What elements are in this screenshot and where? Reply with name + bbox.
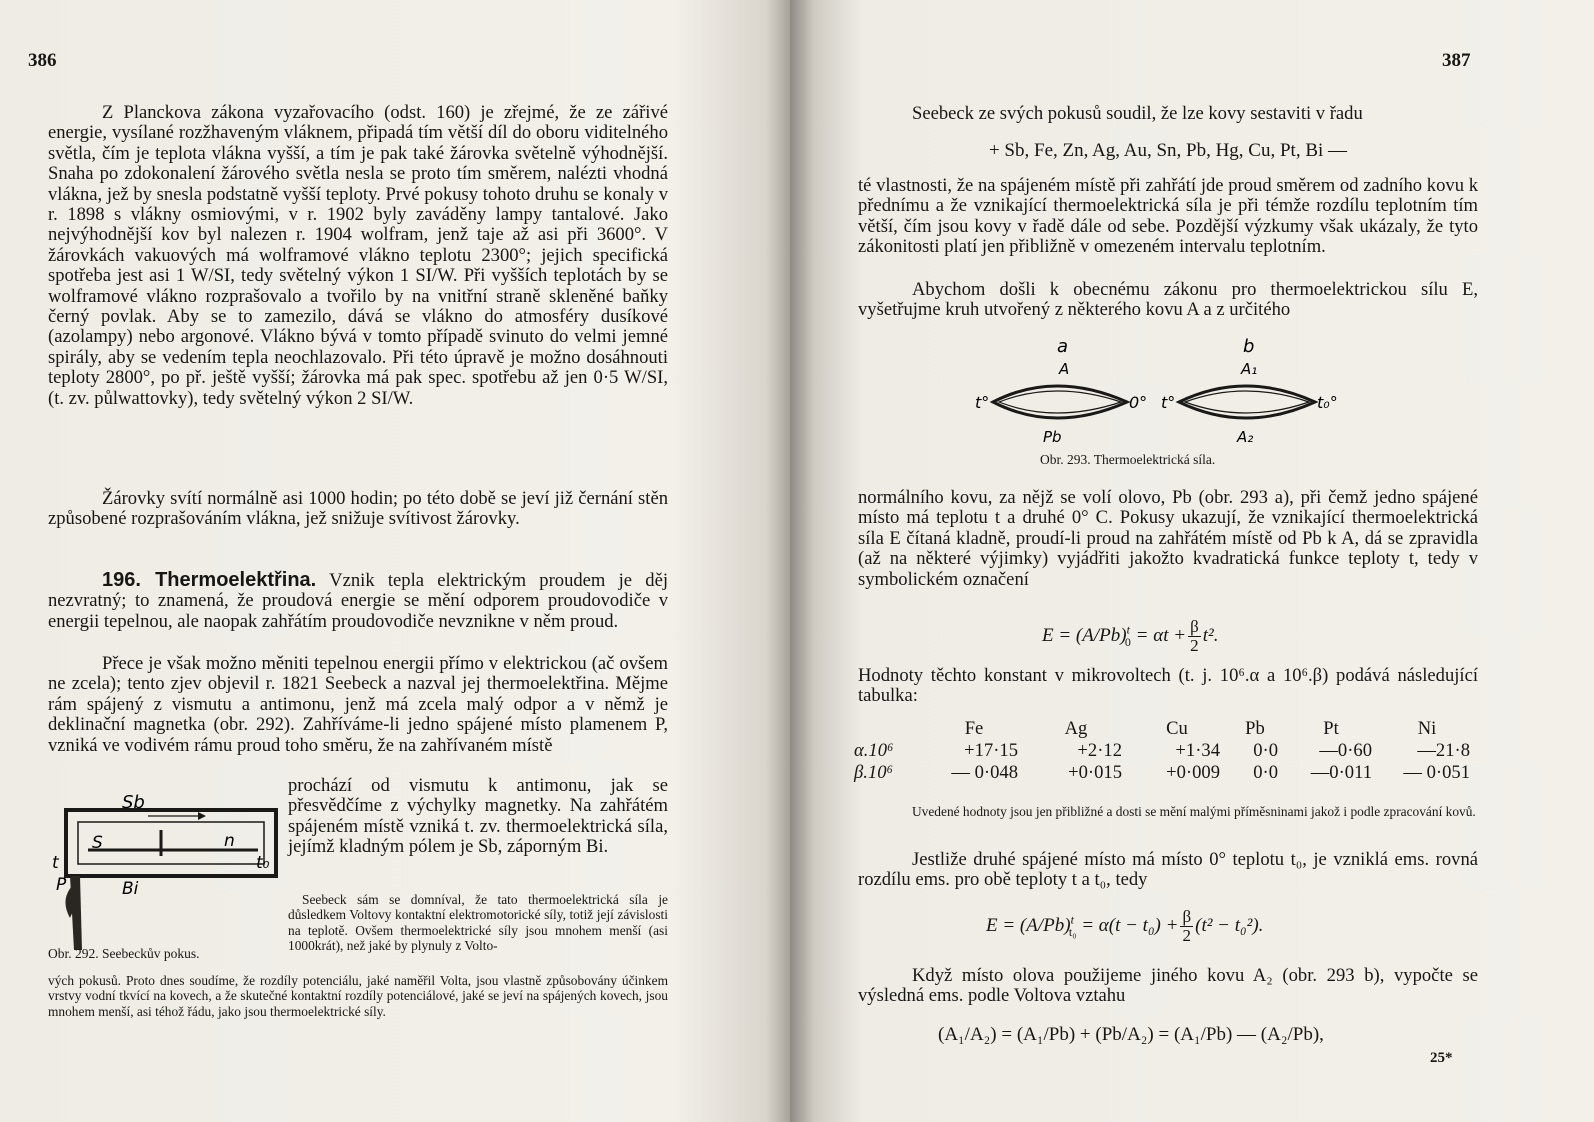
table-header: Ag xyxy=(1064,718,1088,739)
table-row xyxy=(848,740,1476,762)
table-cell: 0·0 xyxy=(1253,740,1278,761)
eq1-sup: t xyxy=(1126,622,1130,637)
label-sb: Sb xyxy=(122,792,145,813)
note-full: vých pokusů. Proto dnes soudíme, že rozdíly potenciálu, jaké naměřil Volta, jsou vlastně způsobovány účinkem vrstvy vodní tkvící na kovech, a že skutečné kontaktní rozdíly potenciálové, jaké se jeví na spájených kovech, jsou mnohem menší, asi téhož řádu, jako jsou thermoelektrické síly. xyxy=(48,973,668,1019)
eq2-left: E = (A/Pb) xyxy=(986,914,1071,936)
eq1-mid: = αt + xyxy=(1135,624,1187,646)
paragraph-planck: Z Planckova zákona vyzařovacího (odst. 160) je zřejmé, že ze zářivé energie, vysílané rozžhaveným vláknem, připadá tím větší díl do oboru viditelného světla, čím je teplota vlákna vyšší, a tím je pak také žárovka světelně výhodnější. Snaha po zdokonalení žárového světla nesla se proto tím směrem, nalézti vhodná vlákna, jež by snesla podstatně vyšší teploty. Prvé pokusy tohoto druhu se konaly v r. 1898 s vlákny osmiovými, v r. 1902 byly zaváděny lampy tantalové. Jako nejvýhodnější kov byl nalezen r. 1904 wolfram, jenž taje až asi při 3600°. V žárovkách vakuových má wolframové vlákno teplotu 2300°; jejich specifická spotřeba jest asi 1 W/SI, tedy světelný výkon 1 SI/W. Při vyšších teplotách by se wolframové vlákno rozprašovalo a tvořilo by na vnitřní straně skleněné baňky černý povlak. Aby se to zamezilo, dává se vlákno do atmosféry dusíkové (azolampy) nebo argonové. Vlákno bývá v tomto případě svinuto do velmi jemné spirály, aby se vedením tepla neochlazovalo. Při této úpravě je možno dosáhnouti teploty 2800°, po př. ještě vyšší; žárovka má pak spec. spotřebu až jen 0·5 W/SI, (t. zv. půlwattovky), tedy světelný výkon 2 SI/W. xyxy=(48,102,668,409)
fig293-tag-b: b xyxy=(1243,336,1255,357)
table-cell: α.10⁶ xyxy=(854,740,894,761)
paragraph-general-law: Abychom došli k obecnému zákonu pro thermoelektrickou sílu E, vyšetřujme kruh utvořený z některého kovu A a z určitého xyxy=(858,279,1478,321)
eq2-num: β xyxy=(1182,907,1192,926)
table-cell: +2·12 xyxy=(1077,740,1122,761)
table-cell: —0·60 xyxy=(1319,740,1372,761)
paragraph-normal-metal: normálního kovu, za nějž se volí olovo, Pb (obr. 293 a), při čemž jedno spájené místo má teplotu t a druhé 0° C. Pokusy ukazují, že vznikající thermoelektrická síla E čítaná kladně, proudí-li proud na zahřátém místě od Pb k A, dá se zpravidla (až na některé výjimky) vyjádřiti jakožto kvadratická funkce teploty t, tedy v symbolickém označení xyxy=(858,487,1478,590)
eq1-num: β xyxy=(1190,617,1199,636)
paragraph-volta: Když místo olova použijeme jiného kovu A₂ (obr. 293 b), vypočte se výsledná ems. podle Voltova vztahu xyxy=(858,965,1478,1007)
fig293-tag-a: a xyxy=(1057,336,1069,357)
label-bi: Bi xyxy=(122,879,139,899)
table-header: Ni xyxy=(1417,718,1437,739)
table-cell: 0·0 xyxy=(1253,762,1278,783)
table-cell: +17·15 xyxy=(964,740,1018,761)
fig293-b-lens-inner xyxy=(1185,391,1309,413)
section-intro: Vznik tepla elektrickým proudem je děj nezvratný; to znamená, že proudová energie se mění odporem proudovodiče v energii tepelnou, ale naopak zahřátím proudovodiče nevznikne v něm proud. xyxy=(48,570,668,632)
figure-292-caption: Obr. 292. Seebeckův pokus. xyxy=(48,946,200,961)
note-side: Seebeck sám se domníval, že tato thermoelektrická síla je důsledkem Voltovy kontaktní elektromotorické síly, totiž její závislosti na teplotě. Ovšem thermoelektrické síly jsou mnohem menší (asi 1000krát), než jaké by plynuly z Volto- xyxy=(288,892,668,954)
eq2-sub: t₀ xyxy=(1068,924,1077,939)
label-t: t xyxy=(52,853,59,873)
table-cell: —0·011 xyxy=(1310,762,1372,783)
table-header: Pb xyxy=(1245,718,1265,739)
eq2-mid: = α(t − t₀) + xyxy=(1081,914,1179,936)
fig293-a-right-temp: 0° xyxy=(1129,393,1148,412)
table-cell: β.10⁶ xyxy=(854,762,893,783)
table-cell: — 0·051 xyxy=(1403,762,1470,783)
fig293-b-top-label: A₁ xyxy=(1241,360,1258,378)
page-number-left: 386 xyxy=(28,50,57,71)
figure-292-seebeck-frame xyxy=(48,790,288,955)
equation-1 xyxy=(1042,618,1218,655)
frame-inner xyxy=(78,822,264,864)
right-page xyxy=(790,0,1594,1122)
section-196 xyxy=(48,570,668,632)
fig293-b-bottom-label: A₂ xyxy=(1237,428,1254,446)
table-header xyxy=(848,718,924,740)
label-p: P xyxy=(56,875,67,895)
left-page xyxy=(0,0,790,1122)
fig293-b-left-temp: t° xyxy=(1161,393,1176,412)
eq2-sup: t xyxy=(1070,912,1074,927)
eq1-tail: t². xyxy=(1202,624,1219,646)
table-cell: +0·009 xyxy=(1166,762,1220,783)
figure-293-caption: Obr. 293. Thermoelektrická síla. xyxy=(1040,452,1216,467)
paragraph-series-intro: Seebeck ze svých pokusů soudil, že lze kovy sestaviti v řadu xyxy=(912,103,1363,124)
table-header: Cu xyxy=(1166,718,1188,739)
page-number-right: 387 xyxy=(1442,50,1471,71)
section-heading: 196. Thermoelektřina. xyxy=(102,569,317,591)
label-n: n xyxy=(224,831,235,851)
paragraph-constants: Hodnoty těchto konstant v mikrovoltech (t. j. 10⁶.α a 10⁶.β) podává následující tabulka: xyxy=(858,665,1478,707)
eq2-fraction xyxy=(1180,908,1193,945)
eq2-den: 2 xyxy=(1182,926,1192,945)
table-header: Pt xyxy=(1323,718,1339,739)
paragraph-seebeck: Přece je však možno měniti tepelnou energii přímo v elektrickou (ač ovšem ne zcela); tento zjev objevil r. 1821 Seebeck a nazval jej thermoelektřina. Mějme rám spájený z vismutu a antimonu, jenž má zcela malý odpor a v němž je deklinační magnetka (obr. 292). Zahříváme-li jedno spájené místo plamenem P, vzniká ve vodivém rámu proud toho směru, že na zahřívaném místě xyxy=(48,653,668,756)
label-t0: t₀ xyxy=(256,853,270,873)
eq1-fraction xyxy=(1188,618,1201,655)
table-header: Fe xyxy=(964,718,984,739)
fig293-a-bottom-label: Pb xyxy=(1043,428,1062,446)
eq1-left: E = (A/Pb) xyxy=(1042,624,1127,646)
fig293-a-top-label: A xyxy=(1059,360,1070,378)
signature-mark: 25* xyxy=(1430,1050,1453,1066)
table-cell: —21·8 xyxy=(1417,740,1470,761)
eq1-sub: 0 xyxy=(1124,634,1131,649)
figure-293-thermo-circuits xyxy=(975,334,1355,454)
table-cell: +1·34 xyxy=(1175,740,1220,761)
eq2-tail: (t² − t₀²). xyxy=(1195,914,1264,936)
fig293-b-right-temp: t₀° xyxy=(1317,393,1338,412)
table-header-row xyxy=(848,718,1476,740)
constants-table xyxy=(848,718,1476,784)
label-s: S xyxy=(92,833,103,853)
table-note: Uvedené hodnoty jsou jen přibližné a dosti se mění malými příměsninami jakož i podle zpracování kovů. xyxy=(912,804,1476,819)
paragraph-lifetime: Žárovky svítí normálně asi 1000 hodin; po této době se jeví již černání stěn způsobené rozprašováním vlákna, jež snižuje svítivost žárovky. xyxy=(48,488,668,530)
table-row xyxy=(848,762,1476,784)
equation-3: (A₁/A₂) = (A₁/Pb) + (Pb/A₂) = (A₁/Pb) — (A₂/Pb), xyxy=(938,1024,1324,1045)
eq1-den: 2 xyxy=(1190,636,1199,655)
equation-2 xyxy=(986,908,1263,945)
table-cell: — 0·048 xyxy=(951,762,1018,783)
paragraph-side: prochází od vismutu k antimonu, jak se přesvědčíme z výchylky magnetky. Na zahřátém spájeném místě vzniká t. zv. thermoelektrická síla, jejímž kladným pólem je Sb, záporným Bi. xyxy=(288,775,668,858)
fig293-a-left-temp: t° xyxy=(975,393,990,412)
current-arrowhead xyxy=(198,812,206,820)
paragraph-second-junction: Jestliže druhé spájené místo má místo 0° teplotu t₀, je vzniklá ems. rovná rozdílu ems. pro obě teploty t a t₀, tedy xyxy=(858,849,1478,891)
paragraph-series-explanation: té vlastnosti, že na spájeném místě při zahřátí jde proud směrem od zadního kovu k přednímu a že vznikající thermoelektrická síla je při témže rozdílu teplotním tím větší, čím jsou kovy v řadě dále od sebe. Pozdější výzkumy však ukázaly, že tyto zákonitosti platí jen přibližně v omezeném intervalu teplotním. xyxy=(858,175,1478,258)
metal-series: + Sb, Fe, Zn, Ag, Au, Sn, Pb, Hg, Cu, Pt, Bi — xyxy=(988,140,1348,161)
table-cell: +0·015 xyxy=(1068,762,1122,783)
